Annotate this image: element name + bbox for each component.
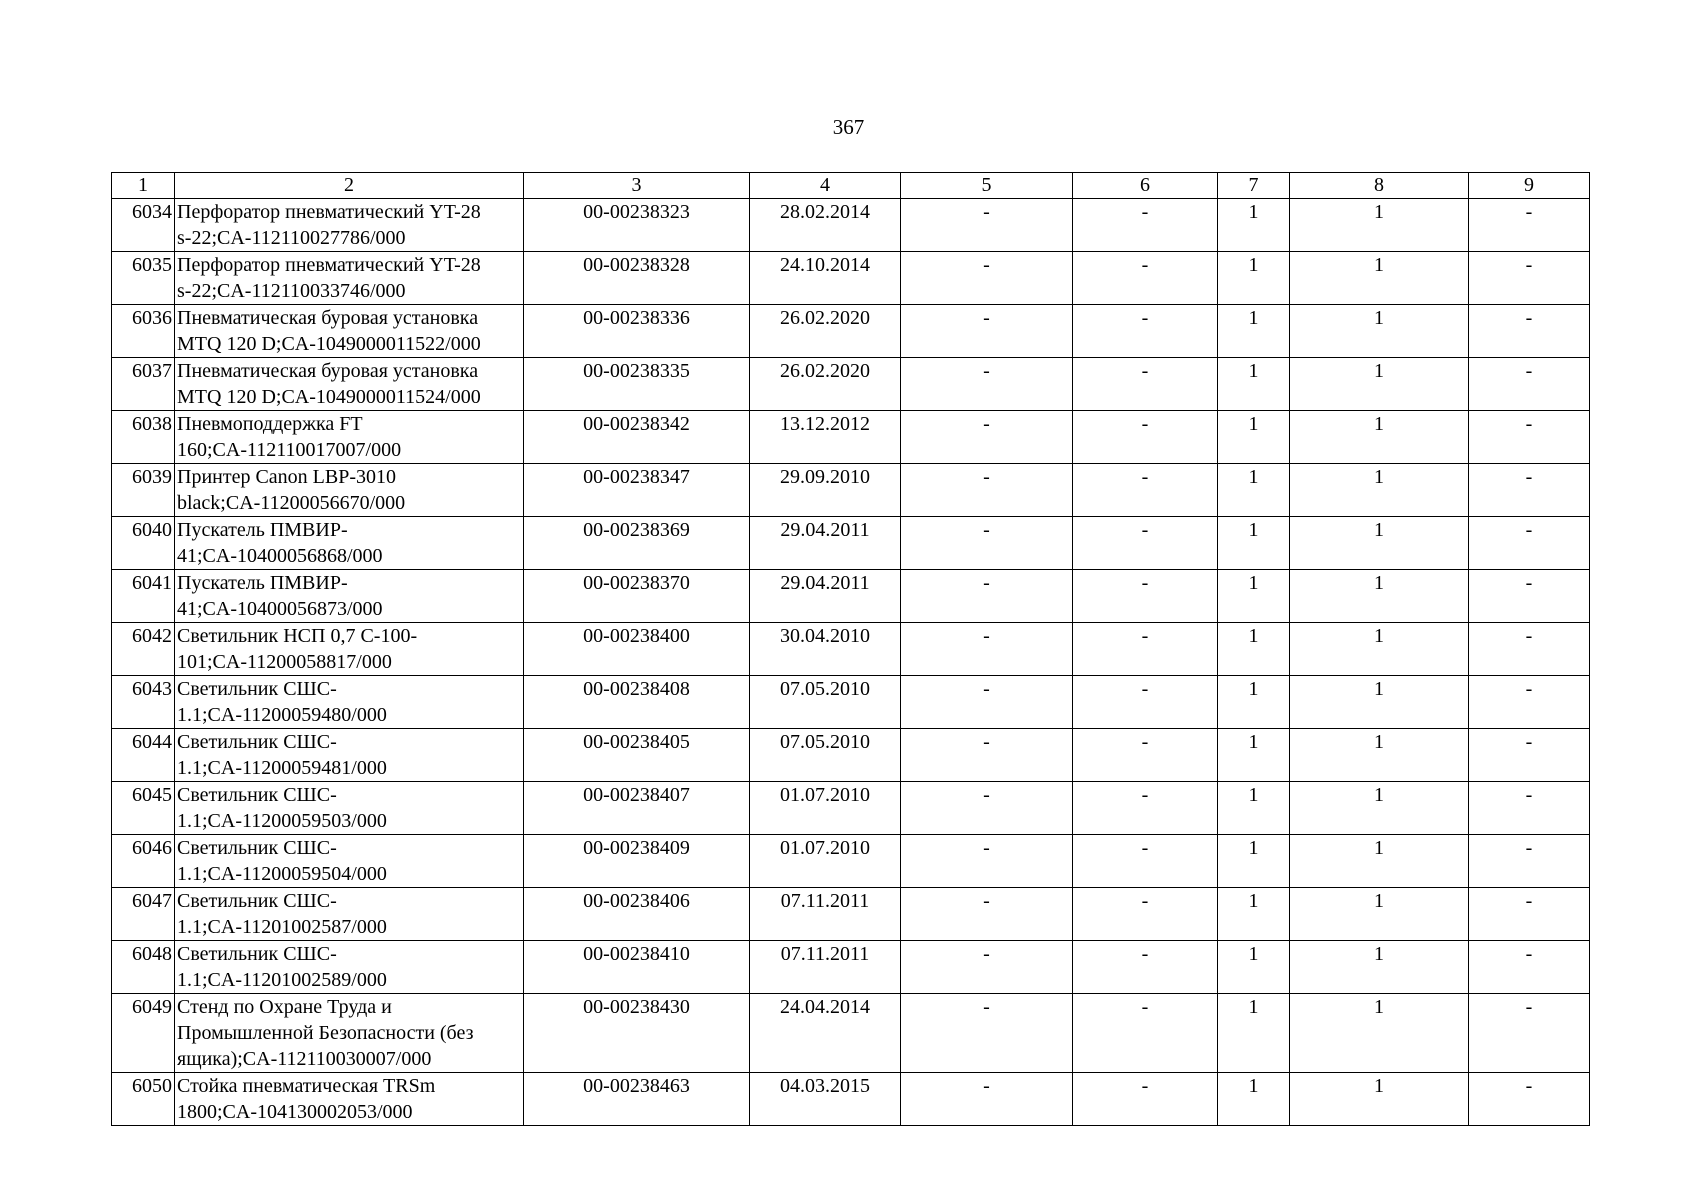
column-5-cell: - [901,252,1073,305]
column-9-cell: - [1469,941,1590,994]
column-8-cell: 1 [1290,676,1469,729]
row-number-cell: 6047 [112,888,175,941]
row-number-cell: 6050 [112,1073,175,1126]
asset-name-line: Светильник НСП 0,7 С-100- [177,625,418,647]
inventory-code-cell: 00-00238463 [524,1073,750,1126]
table-row [112,1073,1590,1126]
column-9-cell: - [1469,199,1590,252]
column-header-9: 9 [1469,173,1590,199]
column-7-cell: 1 [1218,199,1290,252]
column-9-cell: - [1469,570,1590,623]
asset-name-cell [175,729,524,782]
asset-name-line: 101;CA-11200058817/000 [177,651,392,673]
asset-name-line: Пневмоподдержка FT [177,413,363,435]
column-9-cell: - [1469,305,1590,358]
column-header-7: 7 [1218,173,1290,199]
asset-name-cell [175,464,524,517]
inventory-code-cell: 00-00238369 [524,517,750,570]
asset-name-line: Пускатель ПМВИР- [177,519,348,541]
inventory-code-cell: 00-00238400 [524,623,750,676]
column-8-cell: 1 [1290,623,1469,676]
inventory-code-cell: 00-00238409 [524,835,750,888]
column-header-5: 5 [901,173,1073,199]
column-5-cell: - [901,358,1073,411]
column-9-cell: - [1469,994,1590,1073]
table-row [112,517,1590,570]
table-row [112,782,1590,835]
column-5-cell: - [901,199,1073,252]
column-8-cell: 1 [1290,941,1469,994]
column-5-cell: - [901,570,1073,623]
column-7-cell: 1 [1218,676,1290,729]
table-row [112,676,1590,729]
asset-name-cell [175,252,524,305]
column-9-cell: - [1469,623,1590,676]
column-9-cell: - [1469,252,1590,305]
header-row [112,173,1590,199]
table-row [112,358,1590,411]
date-cell: 24.10.2014 [750,252,901,305]
date-cell: 07.11.2011 [750,941,901,994]
asset-name-line: Светильник СШС- [177,678,337,700]
table-row [112,941,1590,994]
row-number-cell: 6049 [112,994,175,1073]
column-8-cell: 1 [1290,888,1469,941]
column-5-cell: - [901,994,1073,1073]
column-header-1: 1 [112,173,175,199]
column-6-cell: - [1073,570,1218,623]
asset-name-line: Принтер Canon LBP-3010 [177,466,397,488]
asset-name-line: Промышленной Безопасности (без [177,1022,474,1044]
column-8-cell: 1 [1290,252,1469,305]
table-row [112,888,1590,941]
column-6-cell: - [1073,305,1218,358]
asset-name-cell [175,623,524,676]
column-5-cell: - [901,411,1073,464]
column-8-cell: 1 [1290,305,1469,358]
row-number-cell: 6039 [112,464,175,517]
date-cell: 26.02.2020 [750,358,901,411]
asset-name-line: 1.1;CA-11201002589/000 [177,969,387,991]
column-8-cell: 1 [1290,411,1469,464]
asset-name-line: Стенд по Охране Труда и [177,996,392,1018]
date-cell: 29.09.2010 [750,464,901,517]
column-6-cell: - [1073,411,1218,464]
column-8-cell: 1 [1290,517,1469,570]
asset-name-line: 1.1;CA-11200059504/000 [177,863,387,885]
column-5-cell: - [901,623,1073,676]
row-number-cell: 6034 [112,199,175,252]
column-6-cell: - [1073,623,1218,676]
inventory-code-cell: 00-00238410 [524,941,750,994]
inventory-code-cell: 00-00238323 [524,199,750,252]
date-cell: 30.04.2010 [750,623,901,676]
table-row [112,305,1590,358]
column-5-cell: - [901,517,1073,570]
asset-name-line: s-22;CA-112110027786/000 [177,227,406,249]
asset-name-line: 1.1;CA-11200059503/000 [177,810,387,832]
column-5-cell: - [901,941,1073,994]
table-body [112,199,1590,1126]
date-cell: 29.04.2011 [750,517,901,570]
date-cell: 26.02.2020 [750,305,901,358]
table-row [112,411,1590,464]
asset-name-line: 41;CA-10400056868/000 [177,545,383,567]
column-6-cell: - [1073,782,1218,835]
row-number-cell: 6038 [112,411,175,464]
column-7-cell: 1 [1218,782,1290,835]
column-9-cell: - [1469,729,1590,782]
column-header-3: 3 [524,173,750,199]
column-7-cell: 1 [1218,1073,1290,1126]
column-8-cell: 1 [1290,464,1469,517]
column-5-cell: - [901,729,1073,782]
column-header-2: 2 [175,173,524,199]
column-6-cell: - [1073,358,1218,411]
column-7-cell: 1 [1218,358,1290,411]
row-number-cell: 6040 [112,517,175,570]
date-cell: 24.04.2014 [750,994,901,1073]
column-7-cell: 1 [1218,729,1290,782]
column-5-cell: - [901,305,1073,358]
table-row [112,570,1590,623]
row-number-cell: 6035 [112,252,175,305]
column-7-cell: 1 [1218,835,1290,888]
column-6-cell: - [1073,1073,1218,1126]
inventory-code-cell: 00-00238407 [524,782,750,835]
asset-name-line: Стойка пневматическая TRSm [177,1075,436,1097]
column-6-cell: - [1073,729,1218,782]
row-number-cell: 6045 [112,782,175,835]
column-9-cell: - [1469,358,1590,411]
asset-name-line: Светильник СШС- [177,890,337,912]
asset-name-line: MTQ 120 D;CA-1049000011522/000 [177,333,481,355]
inventory-code-cell: 00-00238335 [524,358,750,411]
column-7-cell: 1 [1218,570,1290,623]
asset-name-cell [175,570,524,623]
column-6-cell: - [1073,676,1218,729]
column-5-cell: - [901,676,1073,729]
column-8-cell: 1 [1290,199,1469,252]
inventory-code-cell: 00-00238347 [524,464,750,517]
inventory-code-cell: 00-00238408 [524,676,750,729]
column-6-cell: - [1073,199,1218,252]
asset-name-line: Светильник СШС- [177,837,337,859]
asset-name-cell [175,941,524,994]
asset-name-cell [175,835,524,888]
column-6-cell: - [1073,941,1218,994]
row-number-cell: 6042 [112,623,175,676]
asset-name-line: s-22;CA-112110033746/000 [177,280,406,302]
asset-name-cell [175,1073,524,1126]
date-cell: 07.05.2010 [750,729,901,782]
row-number-cell: 6046 [112,835,175,888]
asset-name-line: 1.1;CA-11201002587/000 [177,916,387,938]
asset-name-line: Пневматическая буровая установка [177,360,479,382]
column-9-cell: - [1469,517,1590,570]
column-9-cell: - [1469,782,1590,835]
asset-name-cell [175,305,524,358]
asset-name-line: 1800;CA-104130002053/000 [177,1101,413,1123]
column-9-cell: - [1469,676,1590,729]
asset-name-line: 160;CA-112110017007/000 [177,439,402,461]
asset-name-line: Пневматическая буровая установка [177,307,479,329]
column-6-cell: - [1073,517,1218,570]
row-number-cell: 6036 [112,305,175,358]
column-7-cell: 1 [1218,888,1290,941]
table-row [112,729,1590,782]
asset-name-cell [175,411,524,464]
column-8-cell: 1 [1290,729,1469,782]
column-5-cell: - [901,1073,1073,1126]
column-9-cell: - [1469,1073,1590,1126]
date-cell: 07.11.2011 [750,888,901,941]
asset-name-line: ящика);CA-112110030007/000 [177,1048,432,1070]
column-5-cell: - [901,835,1073,888]
column-6-cell: - [1073,888,1218,941]
asset-name-line: Светильник СШС- [177,731,337,753]
date-cell: 04.03.2015 [750,1073,901,1126]
asset-name-line: Перфоратор пневматический YT-28 [177,201,481,223]
column-header-8: 8 [1290,173,1469,199]
column-7-cell: 1 [1218,305,1290,358]
asset-name-line: Пускатель ПМВИР- [177,572,348,594]
column-7-cell: 1 [1218,941,1290,994]
asset-name-line: black;CA-11200056670/000 [177,492,406,514]
column-9-cell: - [1469,464,1590,517]
table-row [112,252,1590,305]
asset-name-cell [175,517,524,570]
inventory-code-cell: 00-00238342 [524,411,750,464]
column-6-cell: - [1073,464,1218,517]
table-row [112,199,1590,252]
asset-register-table [111,172,1590,1126]
inventory-code-cell: 00-00238336 [524,305,750,358]
column-8-cell: 1 [1290,835,1469,888]
column-9-cell: - [1469,888,1590,941]
column-5-cell: - [901,888,1073,941]
column-8-cell: 1 [1290,782,1469,835]
asset-name-line: 41;CA-10400056873/000 [177,598,383,620]
asset-name-line: 1.1;CA-11200059481/000 [177,757,387,779]
asset-name-cell [175,888,524,941]
asset-name-line: MTQ 120 D;CA-1049000011524/000 [177,386,481,408]
row-number-cell: 6044 [112,729,175,782]
column-6-cell: - [1073,994,1218,1073]
column-9-cell: - [1469,835,1590,888]
column-7-cell: 1 [1218,623,1290,676]
row-number-cell: 6048 [112,941,175,994]
asset-name-cell [175,199,524,252]
column-7-cell: 1 [1218,994,1290,1073]
inventory-code-cell: 00-00238430 [524,994,750,1073]
column-6-cell: - [1073,835,1218,888]
table-row [112,464,1590,517]
inventory-code-cell: 00-00238405 [524,729,750,782]
column-7-cell: 1 [1218,464,1290,517]
column-7-cell: 1 [1218,252,1290,305]
column-6-cell: - [1073,252,1218,305]
column-5-cell: - [901,464,1073,517]
asset-name-cell [175,676,524,729]
column-8-cell: 1 [1290,358,1469,411]
column-9-cell: - [1469,411,1590,464]
asset-name-cell [175,358,524,411]
row-number-cell: 6037 [112,358,175,411]
asset-name-cell [175,994,524,1073]
asset-name-line: Светильник СШС- [177,784,337,806]
table-row [112,994,1590,1073]
column-8-cell: 1 [1290,1073,1469,1126]
date-cell: 28.02.2014 [750,199,901,252]
column-8-cell: 1 [1290,570,1469,623]
table-row [112,623,1590,676]
column-7-cell: 1 [1218,411,1290,464]
date-cell: 01.07.2010 [750,782,901,835]
date-cell: 13.12.2012 [750,411,901,464]
row-number-cell: 6043 [112,676,175,729]
asset-name-line: 1.1;CA-11200059480/000 [177,704,387,726]
column-5-cell: - [901,782,1073,835]
column-7-cell: 1 [1218,517,1290,570]
date-cell: 07.05.2010 [750,676,901,729]
inventory-code-cell: 00-00238370 [524,570,750,623]
asset-name-line: Светильник СШС- [177,943,337,965]
date-cell: 01.07.2010 [750,835,901,888]
column-header-6: 6 [1073,173,1218,199]
date-cell: 29.04.2011 [750,570,901,623]
page-number: 367 [832,115,865,139]
column-8-cell: 1 [1290,994,1469,1073]
column-header-4: 4 [750,173,901,199]
asset-name-line: Перфоратор пневматический YT-28 [177,254,481,276]
inventory-code-cell: 00-00238328 [524,252,750,305]
row-number-cell: 6041 [112,570,175,623]
table-row [112,835,1590,888]
asset-name-cell [175,782,524,835]
inventory-code-cell: 00-00238406 [524,888,750,941]
